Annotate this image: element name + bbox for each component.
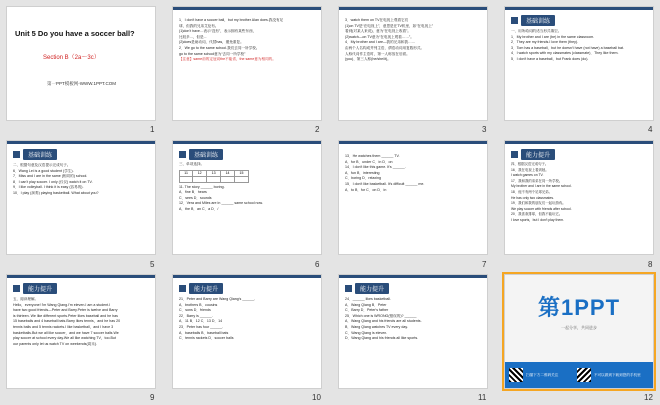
text-line: My brother and I are in the same school. bbox=[511, 184, 572, 189]
header-square-icon bbox=[511, 151, 518, 158]
text-line: 二、根据句意及汉语提示完成句子。 bbox=[13, 163, 71, 167]
text-line: We play soccer with friends after school. bbox=[511, 206, 572, 211]
text-line: (you)、第三人称(he/she/it)。 bbox=[345, 57, 391, 62]
table-cell: 13 bbox=[207, 170, 221, 176]
footer-bar bbox=[505, 362, 653, 388]
section-header bbox=[13, 149, 155, 160]
text-line: 四、根据汉语完成句子。 bbox=[511, 162, 549, 166]
slide-topbar bbox=[339, 275, 487, 278]
text-line: A．to B．for C．on D．in bbox=[345, 187, 387, 192]
text-line: B．Wang Qiang watches TV every day. bbox=[345, 324, 408, 329]
text-line: 看到(对某人来说)，意为“在电视上收看”。 bbox=[345, 29, 411, 34]
text-line: 15 baseballs and 4 baseball bats.Barry likes tennis，and he has 20 bbox=[13, 319, 121, 324]
section-label: 能力提升 bbox=[521, 149, 555, 160]
text-line: 24．______ likes basketball. bbox=[345, 297, 391, 301]
table-cell: 11 bbox=[180, 170, 193, 176]
logo-text: 第1PPT bbox=[537, 295, 621, 320]
text-line: Hello，everyone! I'm Wang Qiang.I'm eleven.I am a student.I bbox=[13, 302, 111, 307]
text-line: 23．Peter has four ______. bbox=[179, 324, 224, 329]
text-line: C．sees D．sounds bbox=[179, 195, 212, 200]
text-line: 13．He watches them ______ TV. bbox=[345, 154, 400, 158]
text-line: 9．I like volleyball. I think it is easy (容易的). bbox=[13, 185, 84, 190]
text-line: 2．We go to the same school.我们去同一所学校。 bbox=[179, 45, 260, 50]
text-line: C．boring D．relaxing bbox=[345, 176, 381, 181]
section-header bbox=[179, 283, 321, 294]
slide-number: 1 bbox=[150, 125, 155, 134]
logo-tagline: 一起分享，共同进步 bbox=[561, 325, 597, 330]
slide-number: 7 bbox=[482, 260, 487, 269]
text-line: 三、单项选择。 bbox=[179, 162, 205, 166]
slide-number: 4 bbox=[648, 125, 653, 134]
slide-thumb-5[interactable] bbox=[6, 140, 156, 255]
slide-number: 10 bbox=[312, 393, 321, 402]
slide-thumb-6[interactable] bbox=[172, 140, 322, 255]
slide-number: 3 bbox=[482, 125, 487, 134]
text-line: go to the same school意为“去同一所学校” bbox=[179, 51, 246, 56]
table-cell: 12 bbox=[193, 170, 207, 176]
slide-thumb-8[interactable] bbox=[504, 140, 654, 255]
slide-number: 2 bbox=[315, 125, 320, 134]
text-line: 比较多...，但是... bbox=[179, 34, 207, 39]
text-line: 11. The story ______ boring. bbox=[179, 184, 225, 189]
section-header bbox=[13, 283, 155, 294]
header-square-icon bbox=[511, 17, 518, 24]
slide-thumb-9[interactable] bbox=[6, 274, 156, 389]
slide-thumb-4[interactable] bbox=[504, 6, 654, 121]
section-label: 能力提升 bbox=[355, 283, 389, 294]
text-line: 22．Barry is ______. bbox=[179, 313, 213, 318]
text-line: 12．Vera and Miles are in ______ same school now. bbox=[179, 201, 263, 206]
text-line: 由两个人名构成并列主语，谓语动词用复数形式。 bbox=[345, 45, 425, 50]
slide-thumb-12[interactable] bbox=[504, 274, 654, 389]
slide-title: Unit 5 Do you have a soccer ball? bbox=[15, 29, 135, 38]
text-line: (2)watch—on TV意为“在电视上观看……”。 bbox=[345, 34, 414, 39]
slide-number: 9 bbox=[150, 393, 155, 402]
text-line: C．sons D．friends bbox=[179, 308, 211, 313]
header-square-icon bbox=[13, 285, 20, 292]
text-line: play soccer at school every day.We all like watching TV，too.But bbox=[13, 336, 116, 341]
qr-code-icon-2 bbox=[577, 368, 591, 382]
text-line: I watch games on TV. bbox=[511, 173, 544, 178]
text-line: (2)does是助动词，代替has，避免重复。 bbox=[179, 40, 244, 45]
answer-table bbox=[179, 170, 249, 183]
ppt-logo bbox=[534, 293, 624, 323]
text-line: 3．watch them on TV在电视上观看它们 bbox=[345, 18, 409, 22]
text-line: 8．I can't play soccer. I only (仅仅) watch it on TV. bbox=[13, 179, 93, 184]
text-line: 25．Which one is WRONG(错误的)? ______ bbox=[345, 313, 417, 318]
site-watermark: 第一PPT模板网-WWW.1PPT.COM bbox=[47, 81, 116, 86]
text-line: He has only two classmates. bbox=[511, 195, 554, 200]
section-header bbox=[345, 283, 487, 294]
slide-thumb-11[interactable] bbox=[338, 274, 488, 389]
section-label: 基础训练 bbox=[521, 15, 555, 26]
text-line: A．for B．under C．in D．on bbox=[345, 159, 393, 164]
slide-topbar bbox=[7, 275, 155, 278]
section-label: 能力提升 bbox=[189, 283, 223, 294]
text-line: 五、阅读理解。 bbox=[13, 297, 39, 301]
slide-topbar bbox=[173, 141, 321, 144]
qr-code-icon bbox=[509, 368, 523, 382]
text-line: 5．I don't have a baseball，but Frank does (do). bbox=[511, 56, 589, 61]
text-line: A．the B．an C．a D．/ bbox=[179, 206, 219, 211]
text-line: 2．They are my friends.I love them (they). bbox=[511, 40, 579, 45]
slide-topbar bbox=[505, 7, 653, 10]
text-line: D．Wang Qiang and his friends all like sports. bbox=[345, 336, 419, 341]
text-line: 7．Miss and I are in the same (相同的) school. bbox=[13, 174, 88, 179]
slide-thumb-2[interactable] bbox=[172, 6, 322, 121]
slide-section: Section B（2a～3c） bbox=[43, 55, 100, 61]
text-line: A．fine B．hears bbox=[179, 190, 207, 195]
text-line: 【注意】same前的定冠词the不能省，the same意为相同的。 bbox=[179, 57, 276, 62]
section-label: 能力提升 bbox=[23, 283, 57, 294]
slide-number: 6 bbox=[315, 260, 320, 269]
text-line: C．Wang Qiang is eleven. bbox=[345, 330, 388, 335]
text-line: A．Wang Qiang and his friends are all students. bbox=[345, 319, 422, 324]
text-line: 16．我在电视上看到她。 bbox=[511, 167, 549, 172]
text-line: 一、用所给词的适当形式填空。 bbox=[511, 29, 562, 33]
text-line: 19．我们和我的朋友们一起玩游戏。 bbox=[511, 201, 566, 206]
text-line: have two good friends—Peter and Barry.Peter is twelve and Barry bbox=[13, 308, 118, 313]
text-line: A．fun B．interesting bbox=[345, 170, 380, 175]
text-line: 人称代词作主语时，第一人称放在后面。 bbox=[345, 51, 410, 56]
slide-thumb-7[interactable] bbox=[338, 140, 488, 255]
text-line: 1．I don't have a soccer ball，but my brother Alan does.我没有足 bbox=[179, 18, 284, 22]
text-line: (1)on TV是“在电视上”，意思是在TV机里，如“在电视上” bbox=[345, 23, 433, 28]
section-header bbox=[511, 149, 653, 160]
text-line: C．Barry D．Peter's father bbox=[345, 308, 389, 313]
text-line: 10．I play (演奏) playing basketball. What about you? bbox=[13, 190, 99, 195]
text-line: 18．他不有两个足球兄弟。 bbox=[511, 189, 553, 194]
text-line: 3．Tom has a baseball，but he doesn't have (not have) a baseball bat. bbox=[511, 45, 624, 50]
header-square-icon bbox=[179, 285, 186, 292]
text-line: 15．I don't like basketball. It's difficult ______ me. bbox=[345, 181, 425, 186]
section-header bbox=[511, 15, 653, 26]
text-line: basketballs.But we all like soccer，and we have 7 soccer balls.We bbox=[13, 330, 119, 335]
table-cell: 15 bbox=[235, 170, 249, 176]
footer-text-1: 扫描下方二维码关注 bbox=[526, 372, 559, 377]
text-line: A．baseballs B．baseball bats bbox=[179, 330, 229, 335]
text-line: 球，但我的兄弟艾伦有。 bbox=[179, 23, 219, 28]
footer-text-2: 不可以做到下载到您的手机里 bbox=[594, 372, 641, 377]
text-line: 1．My brother and I are (be) in the same classroom. bbox=[511, 34, 595, 39]
text-line: I love sports，but I don't play them. bbox=[511, 217, 565, 222]
slide-thumb-1[interactable] bbox=[6, 6, 156, 121]
text-line: 6．Wang Lei is a good student (学生). bbox=[13, 168, 74, 173]
slide-number: 5 bbox=[150, 260, 155, 269]
slide-thumb-3[interactable] bbox=[338, 6, 488, 121]
text-line: (1)don't have…表示“没有”，表示拥有某些东西， bbox=[179, 29, 257, 34]
slide-number: 11 bbox=[478, 393, 487, 402]
header-square-icon bbox=[13, 151, 20, 158]
table-cell: 14 bbox=[221, 170, 235, 176]
text-line: 14．I don't like this game. It's ______. bbox=[345, 165, 406, 170]
text-line: our parents only let us watch TV on weekends(周末). bbox=[13, 341, 98, 346]
text-line: A．11 B．12 C．13 D．14 bbox=[179, 319, 223, 324]
header-square-icon bbox=[179, 151, 186, 158]
section-label: 基础训练 bbox=[23, 149, 57, 160]
slide-topbar bbox=[173, 275, 321, 278]
slide-number: 8 bbox=[648, 260, 653, 269]
text-line: C．tennis rackets D．soccer balls bbox=[179, 336, 234, 341]
text-line: 21．Peter and Barry are Wang Qiang's ______. bbox=[179, 297, 256, 301]
section-header bbox=[179, 149, 321, 160]
text-line: A．Wang Qiang B．Peter bbox=[345, 302, 387, 307]
text-line: 17．我和我的弟弟在同一所学校。 bbox=[511, 178, 563, 183]
slide-topbar bbox=[505, 141, 653, 144]
text-line: tennis balls and 5 tennis rackets.I like basketball，and I have 3 bbox=[13, 324, 114, 329]
slide-topbar bbox=[7, 141, 155, 144]
section-label: 基础训练 bbox=[189, 149, 223, 160]
text-line: is thirteen. We like different sports.Peter likes baseball and he has bbox=[13, 313, 118, 318]
text-line: 4．I watch sports with my classmates (classmate)．They like them. bbox=[511, 51, 619, 56]
slide-number: 12 bbox=[644, 393, 653, 402]
slide-thumb-10[interactable] bbox=[172, 274, 322, 389]
text-line: 4．My brother and I are—我的兄弟和我…… bbox=[345, 40, 416, 45]
text-line: 20．我喜欢排球，但我不能玩它。 bbox=[511, 212, 563, 217]
text-line: A．brothers B．cousins bbox=[179, 302, 218, 307]
header-square-icon bbox=[345, 285, 352, 292]
